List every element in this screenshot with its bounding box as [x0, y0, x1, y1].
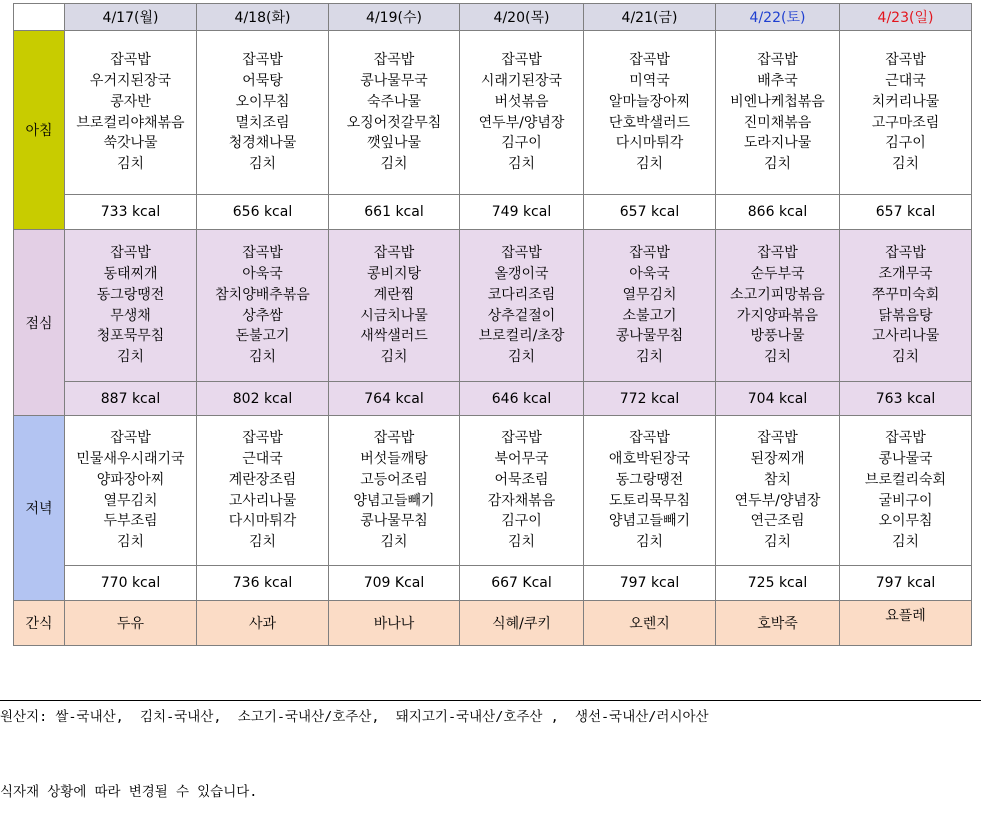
- dish-item: 멸치조림: [235, 114, 290, 131]
- dish-item: 올갱이국: [494, 265, 549, 282]
- dish-item: 알마늘장아찌: [608, 93, 691, 110]
- breakfast-cell: [840, 31, 972, 195]
- dish-item: 숙주나물: [366, 93, 422, 110]
- dish-item: 열무김치: [622, 286, 677, 303]
- dish-item: 다시마튀각: [615, 135, 684, 152]
- breakfast-cell: [65, 31, 197, 195]
- origin-note: 원산지: 쌀-국내산, 김치-국내산, 소고기-국내산/호주산, 돼지고기-국내산/호주산 , 생선-국내산/러시아산: [0, 709, 709, 725]
- dish-item: 김치: [507, 349, 536, 366]
- dish-list: [584, 428, 715, 553]
- change-note: 식자재 상황에 따라 변경될 수 있습니다.: [0, 784, 258, 800]
- snack-cell: 두유: [65, 601, 197, 646]
- dish-list: [329, 50, 459, 175]
- dish-item: 우거지된장국: [89, 72, 172, 89]
- dish-item: 무생채: [110, 307, 151, 324]
- dish-item: 김구이: [501, 513, 542, 530]
- dish-item: 김치: [116, 349, 145, 366]
- dish-item: 도라지나물: [743, 135, 812, 152]
- dish-item: 잡곡밥: [757, 52, 798, 69]
- dish-item: 김치: [248, 349, 277, 366]
- day-header-6: 4/23(일): [840, 4, 972, 31]
- breakfast-kcal: 656 kcal: [197, 195, 329, 230]
- dish-item: 잡곡밥: [629, 52, 670, 69]
- dish-item: 청포묵무침: [96, 328, 165, 345]
- dinner-kcal: 736 kcal: [197, 566, 329, 601]
- dish-item: 콩비지탕: [366, 265, 422, 282]
- dish-item: 버섯볶음: [494, 93, 549, 110]
- dinner-label: 저녁: [14, 416, 65, 601]
- lunch-kcal: 763 kcal: [840, 382, 972, 416]
- dish-item: 근대국: [885, 72, 926, 89]
- dish-item: 계란찜: [373, 286, 415, 303]
- breakfast-kcal: 733 kcal: [65, 195, 197, 230]
- dish-list: [584, 50, 715, 175]
- breakfast-cell: [197, 31, 329, 195]
- dish-list: [460, 243, 583, 368]
- dish-item: 감자채볶음: [487, 492, 556, 509]
- dish-item: 김치: [248, 534, 277, 551]
- dish-item: 상추쌈: [242, 307, 283, 324]
- dish-item: 양념고들빼기: [608, 513, 691, 530]
- dish-item: 버섯들깨탕: [360, 450, 428, 467]
- dish-item: 동태찌개: [103, 265, 158, 282]
- lunch-kcal: 764 kcal: [329, 382, 460, 416]
- dinner-cell: [716, 416, 840, 566]
- dish-list: [716, 243, 839, 368]
- snack-cell: 요플레: [840, 601, 972, 646]
- dish-item: 치커리나물: [871, 93, 940, 110]
- breakfast-row: [14, 31, 972, 195]
- dish-item: 잡곡밥: [885, 430, 926, 447]
- dish-item: 진미채볶음: [743, 114, 812, 131]
- lunch-cell: [840, 230, 972, 382]
- dinner-kcal: 667 Kcal: [460, 566, 584, 601]
- dish-item: 깻잎나물: [366, 135, 422, 152]
- breakfast-kcal: 657 kcal: [840, 195, 972, 230]
- day-header-2: 4/19(수): [329, 4, 460, 31]
- dinner-cell: [460, 416, 584, 566]
- dish-list: [460, 50, 583, 175]
- breakfast-cell: [460, 31, 584, 195]
- lunch-cell: [584, 230, 716, 382]
- dish-item: 김치: [380, 156, 408, 173]
- lunch-kcal: 646 kcal: [460, 382, 584, 416]
- dish-item: 잡곡밥: [110, 52, 151, 69]
- dish-list: [65, 428, 196, 553]
- dish-list: [197, 428, 328, 553]
- dish-item: 연두부/양념장: [478, 114, 565, 131]
- lunch-kcal-row: [14, 382, 972, 416]
- dish-item: 아욱국: [242, 265, 283, 282]
- lunch-row: [14, 230, 972, 382]
- dish-item: 잡곡밥: [501, 430, 542, 447]
- breakfast-kcal: 866 kcal: [716, 195, 840, 230]
- dish-item: 고사리나물: [228, 492, 297, 509]
- dish-item: 닭볶음탕: [878, 307, 933, 324]
- dish-item: 열무김치: [103, 492, 158, 509]
- dish-item: 잡곡밥: [501, 52, 542, 69]
- dinner-kcal: 770 kcal: [65, 566, 197, 601]
- dish-item: 어묵조림: [494, 471, 549, 488]
- dish-list: [460, 428, 583, 553]
- dish-list: [329, 428, 459, 553]
- dinner-cell: [65, 416, 197, 566]
- dish-item: 콩나물국: [878, 450, 933, 467]
- dish-list: [716, 50, 839, 175]
- dish-item: 잡곡밥: [373, 52, 415, 69]
- breakfast-kcal: 661 kcal: [329, 195, 460, 230]
- dish-item: 김치: [635, 349, 664, 366]
- lunch-cell: [329, 230, 460, 382]
- dish-item: 김치: [248, 156, 277, 173]
- dish-item: 콩자반: [110, 93, 151, 110]
- dish-item: 두부조림: [103, 513, 158, 530]
- dish-item: 고등어조림: [360, 471, 428, 488]
- dish-item: 참치: [763, 471, 792, 488]
- dish-item: 시금치나물: [360, 307, 428, 324]
- day-header-1: 4/18(화): [197, 4, 329, 31]
- dish-item: 잡곡밥: [885, 52, 926, 69]
- dish-list: [840, 243, 971, 368]
- breakfast-label: 아침: [14, 31, 65, 230]
- dish-item: 오이무침: [878, 513, 933, 530]
- footnotes: [0, 655, 709, 830]
- dish-list: [840, 428, 971, 553]
- dinner-cell: [329, 416, 460, 566]
- snack-cell: 오렌지: [584, 601, 716, 646]
- dish-item: 어묵탕: [242, 72, 283, 89]
- dinner-kcal: 709 Kcal: [329, 566, 460, 601]
- dinner-kcal-row: [14, 566, 972, 601]
- corner-cell: [14, 4, 65, 31]
- dish-item: 민물새우시래기국: [76, 450, 185, 467]
- dish-item: 잡곡밥: [110, 430, 151, 447]
- dish-item: 연두부/양념장: [734, 492, 821, 509]
- dish-item: 잡곡밥: [110, 245, 151, 262]
- weekly-menu-table: [13, 3, 972, 646]
- dish-item: 시래기된장국: [480, 72, 563, 89]
- dish-item: 된장찌개: [750, 450, 805, 467]
- breakfast-kcal: 657 kcal: [584, 195, 716, 230]
- dish-list: [65, 243, 196, 368]
- lunch-kcal: 887 kcal: [65, 382, 197, 416]
- dish-item: 다시마튀각: [228, 513, 297, 530]
- snack-cell: 호박죽: [716, 601, 840, 646]
- dish-item: 콩나물무침: [615, 328, 684, 345]
- dish-list: [840, 50, 971, 175]
- dish-item: 소불고기: [622, 307, 677, 324]
- dish-item: 고구마조림: [871, 114, 940, 131]
- breakfast-kcal: 749 kcal: [460, 195, 584, 230]
- dish-list: [716, 428, 839, 553]
- dish-item: 쑥갓나물: [103, 135, 158, 152]
- dish-list: [584, 243, 715, 368]
- dish-item: 쭈꾸미숙회: [871, 286, 940, 303]
- dish-item: 콩나물무국: [360, 72, 428, 89]
- dish-item: 동그랑땡전: [615, 471, 684, 488]
- dish-item: 애호박된장국: [608, 450, 691, 467]
- dinner-kcal: 797 kcal: [840, 566, 972, 601]
- day-header-5: 4/22(토): [716, 4, 840, 31]
- lunch-cell: [716, 230, 840, 382]
- snack-cell: 바나나: [329, 601, 460, 646]
- dish-item: 잡곡밥: [757, 430, 798, 447]
- dish-item: 김치: [763, 349, 792, 366]
- dish-list: [65, 50, 196, 175]
- dish-item: 소고기피망볶음: [730, 286, 825, 303]
- dish-item: 잡곡밥: [242, 245, 283, 262]
- dish-item: 계란장조림: [228, 471, 297, 488]
- snack-cell: 사과: [197, 601, 329, 646]
- dish-item: 잡곡밥: [885, 245, 926, 262]
- dish-item: 고사리나물: [871, 328, 940, 345]
- dish-item: 비엔나케첩볶음: [730, 93, 825, 110]
- dish-item: 브로컬리야채볶음: [76, 114, 185, 131]
- dish-item: 잡곡밥: [242, 430, 283, 447]
- header-row: [14, 4, 972, 31]
- dish-item: 김치: [635, 156, 664, 173]
- dish-item: 김구이: [885, 135, 926, 152]
- dish-item: 아욱국: [629, 265, 670, 282]
- dish-item: 참치양배추볶음: [215, 286, 310, 303]
- lunch-label: 점심: [14, 230, 65, 416]
- dish-item: 김치: [763, 534, 792, 551]
- lunch-cell: [65, 230, 197, 382]
- dish-item: 김치: [380, 349, 408, 366]
- lunch-kcal: 704 kcal: [716, 382, 840, 416]
- dish-item: 김치: [891, 534, 920, 551]
- dish-item: 김구이: [501, 135, 542, 152]
- snack-label: 간식: [14, 601, 65, 646]
- dish-item: 연근조림: [750, 513, 805, 530]
- dish-item: 김치: [891, 156, 920, 173]
- lunch-kcal: 772 kcal: [584, 382, 716, 416]
- dinner-row: [14, 416, 972, 566]
- dish-item: 양파장아찌: [96, 471, 165, 488]
- dish-item: 김치: [380, 534, 408, 551]
- dish-item: 상추겉절이: [487, 307, 556, 324]
- dish-item: 브로컬리/초장: [478, 328, 565, 345]
- dish-item: 가지양파볶음: [736, 307, 819, 324]
- dish-item: 김치: [116, 156, 145, 173]
- dish-item: 근대국: [242, 450, 283, 467]
- dish-item: 배추국: [757, 72, 798, 89]
- dish-item: 잡곡밥: [501, 245, 542, 262]
- dish-item: 북어무국: [494, 450, 549, 467]
- breakfast-cell: [329, 31, 460, 195]
- dish-item: 굴비구이: [878, 492, 933, 509]
- dish-item: 단호박샐러드: [608, 114, 691, 131]
- dish-item: 브로컬리숙회: [864, 471, 947, 488]
- dish-item: 김치: [635, 534, 664, 551]
- breakfast-kcal-row: [14, 195, 972, 230]
- dish-item: 잡곡밥: [242, 52, 283, 69]
- dish-item: 도토리묵무침: [608, 492, 691, 509]
- dish-item: 돈불고기: [235, 328, 290, 345]
- dish-item: 잡곡밥: [373, 245, 415, 262]
- lunch-cell: [460, 230, 584, 382]
- dinner-cell: [840, 416, 972, 566]
- snack-row: [14, 601, 972, 646]
- dish-item: 김치: [891, 349, 920, 366]
- dinner-kcal: 797 kcal: [584, 566, 716, 601]
- day-header-0: 4/17(월): [65, 4, 197, 31]
- dish-item: 방풍나물: [750, 328, 805, 345]
- lunch-kcal: 802 kcal: [197, 382, 329, 416]
- dish-item: 김치: [507, 534, 536, 551]
- dish-item: 오이무침: [235, 93, 290, 110]
- dish-item: 동그랑땡전: [96, 286, 165, 303]
- dish-item: 콩나물무침: [360, 513, 428, 530]
- dinner-cell: [584, 416, 716, 566]
- dish-item: 잡곡밥: [629, 245, 670, 262]
- dish-item: 청경채나물: [228, 135, 297, 152]
- dish-item: 코다리조림: [487, 286, 556, 303]
- dish-list: [197, 50, 328, 175]
- dinner-cell: [197, 416, 329, 566]
- bottom-rule: [0, 700, 981, 701]
- breakfast-cell: [584, 31, 716, 195]
- dish-item: 김치: [116, 534, 145, 551]
- dish-item: 김치: [763, 156, 792, 173]
- dish-list: [197, 243, 328, 368]
- dish-item: 새싹샐러드: [360, 328, 428, 345]
- dish-item: 김치: [507, 156, 536, 173]
- dish-item: 잡곡밥: [373, 430, 415, 447]
- snack-cell: 식혜/쿠키: [460, 601, 584, 646]
- dish-item: 잡곡밥: [757, 245, 798, 262]
- dish-item: 오징어젓갈무침: [346, 114, 442, 131]
- dish-item: 잡곡밥: [629, 430, 670, 447]
- day-header-4: 4/21(금): [584, 4, 716, 31]
- dish-item: 양념고들빼기: [353, 492, 435, 509]
- day-header-3: 4/20(목): [460, 4, 584, 31]
- lunch-cell: [197, 230, 329, 382]
- dish-list: [329, 243, 459, 368]
- dish-item: 조개무국: [878, 265, 933, 282]
- dish-item: 미역국: [629, 72, 670, 89]
- dish-item: 순두부국: [750, 265, 805, 282]
- dinner-kcal: 725 kcal: [716, 566, 840, 601]
- breakfast-cell: [716, 31, 840, 195]
